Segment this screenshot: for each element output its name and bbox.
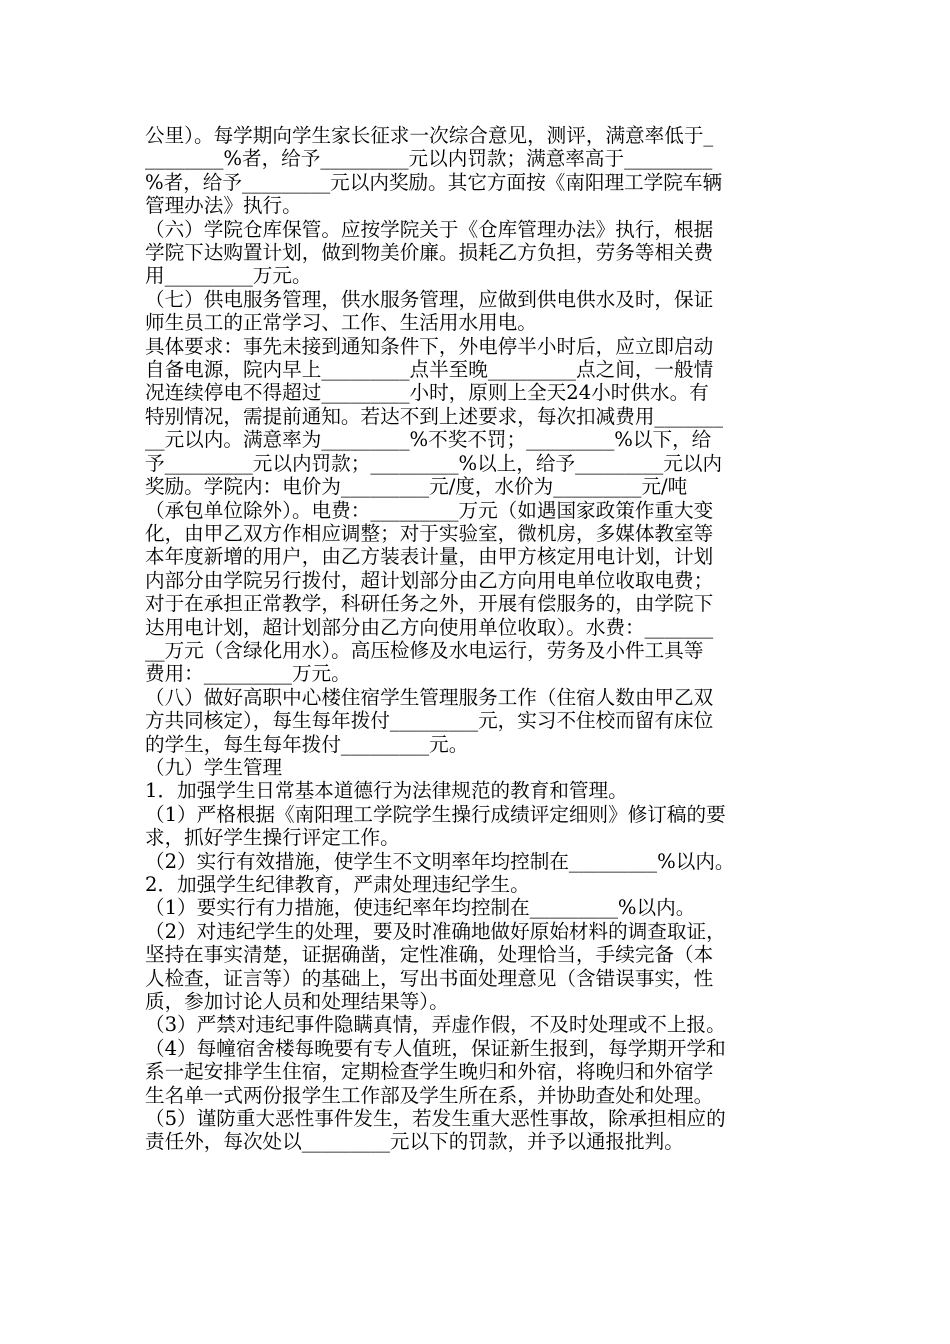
text-line: （1）要实行有力措施，使违纪率年均控制在_________%以内。	[145, 896, 696, 920]
text-line: （1）严格根据《南阳理工学院学生操行成绩评定细则》修订稿的要	[145, 802, 726, 826]
text-line: （5）谨防重大恶性事件发生，若发生重大恶性事故，除承担相应的	[145, 1107, 726, 1131]
text-line: 公里）。每学期向学生家长征求一次综合意见，测评，满意率低于_	[145, 124, 714, 147]
text-line: 化，由甲乙双方作相应调整；对于实验室，微机房，多媒体教室等	[145, 521, 714, 545]
text-line: 本年度新增的用户，由乙方装表计量，由甲方核定用电计划，计划	[145, 545, 714, 569]
text-line: 学院下达购置计划，做到物美价廉。损耗乙方负担，劳务等相关费	[145, 241, 714, 265]
text-line: 2．加强学生纪律教育，严肃处理违纪学生。	[145, 873, 530, 896]
text-line: 人检查，证言等）的基础上，写出书面处理意见（含错误事实，性	[145, 966, 714, 990]
text-line: （承包单位除外）。电费：_________万元（如遇国家政策作重大变	[145, 498, 714, 522]
text-line: 达用电计划，超计划部分由乙方向使用单位收取）。水费：_______	[145, 615, 714, 639]
text-line: 坚持在事实清楚，证据确凿，定性准确，处理恰当，手续完备（本	[145, 943, 714, 967]
document-body	[145, 124, 815, 1154]
text-line: 对于在承担正常教学，科研任务之外，开展有偿服务的，由学院下	[145, 592, 714, 616]
text-line: __元以内。满意率为_________%不奖不罚；_________%以下，给	[145, 428, 712, 452]
text-line: 责任外，每次处以_________元以下的罚款，并予以通报批判。	[145, 1130, 684, 1154]
text-line: 1．加强学生日常基本道德行为法律规范的教育和管理。	[145, 779, 628, 803]
text-line: ________%者，给予_________元以内罚款；满意率高于_________	[145, 147, 713, 171]
text-line: 用_________万元。	[145, 264, 312, 288]
text-line: （八）做好高职中心楼住宿学生管理服务工作（住宿人数由甲乙双	[145, 685, 714, 709]
text-line: 特别情况，需提前通知。若达不到上述要求，每次扣减费用_______	[145, 404, 724, 428]
text-line: 系一起安排学生住宿，定期检查学生晚归和外宿，将晚归和外宿学	[145, 1060, 714, 1084]
text-line: （2）对违纪学生的处理，要及时准确地做好原始材料的调查取证，	[145, 919, 726, 943]
text-line: 求，抓好学生操行评定工作。	[145, 826, 400, 850]
text-line: 费用：_________万元。	[145, 662, 351, 686]
text-line: %者，给予_________元以内奖励。其它方面按《南阳理工学院车辆	[145, 170, 723, 194]
text-line: 师生员工的正常学习、工作、生活用水用电。	[145, 311, 537, 335]
text-line: 质，参加讨论人员和处理结果等）。	[145, 990, 449, 1014]
text-line: __万元（含绿化用水）。高压检修及水电运行，劳务及小件工具等	[145, 638, 704, 662]
text-line: 予_________元以内罚款；_________%以上，给予_________元以内	[145, 451, 723, 475]
text-line: 况连续停电不得超过_________小时，原则上全天24小时供水。有	[145, 381, 709, 405]
text-line: （4）每幢宿舍楼每晚要有专人值班，保证新生报到，每学期开学和	[145, 1036, 726, 1060]
text-line: 方共同核定），每生每年拨付_________元，实习不住校而留有床位	[145, 709, 714, 733]
text-line: （七）供电服务管理，供水服务管理，应做到供电供水及时，保证	[145, 287, 714, 311]
text-line: （3）严禁对违纪事件隐瞒真情，弄虚作假，不及时处理或不上报。	[145, 1013, 726, 1037]
text-line: （九）学生管理	[145, 755, 283, 779]
text-line: （六）学院仓库保管。应按学院关于《仓库管理办法》执行，根据	[145, 217, 714, 241]
text-line: 自备电源，院内早上_________点半至晚_________点之间，一般情	[145, 358, 714, 382]
text-line: 生名单一式两份报学生工作部及学生所在系，并协助查处和处理。	[145, 1083, 714, 1107]
text-line: 管理办法》执行。	[145, 194, 302, 218]
text-line: 内部分由学院另行拨付，超计划部分由乙方向用电单位收取电费；	[145, 568, 714, 592]
text-line: 具体要求：事先未接到通知条件下，外电停半小时后，应立即启动	[145, 334, 714, 358]
text-line: 奖励。学院内：电价为_________元/度，水价为_________元/吨	[145, 475, 688, 499]
text-line: 的学生，每生每年拨付_________元。	[145, 732, 469, 756]
text-line: （2）实行有效措施，使学生不文明率年均控制在_________%以内。	[145, 849, 735, 873]
